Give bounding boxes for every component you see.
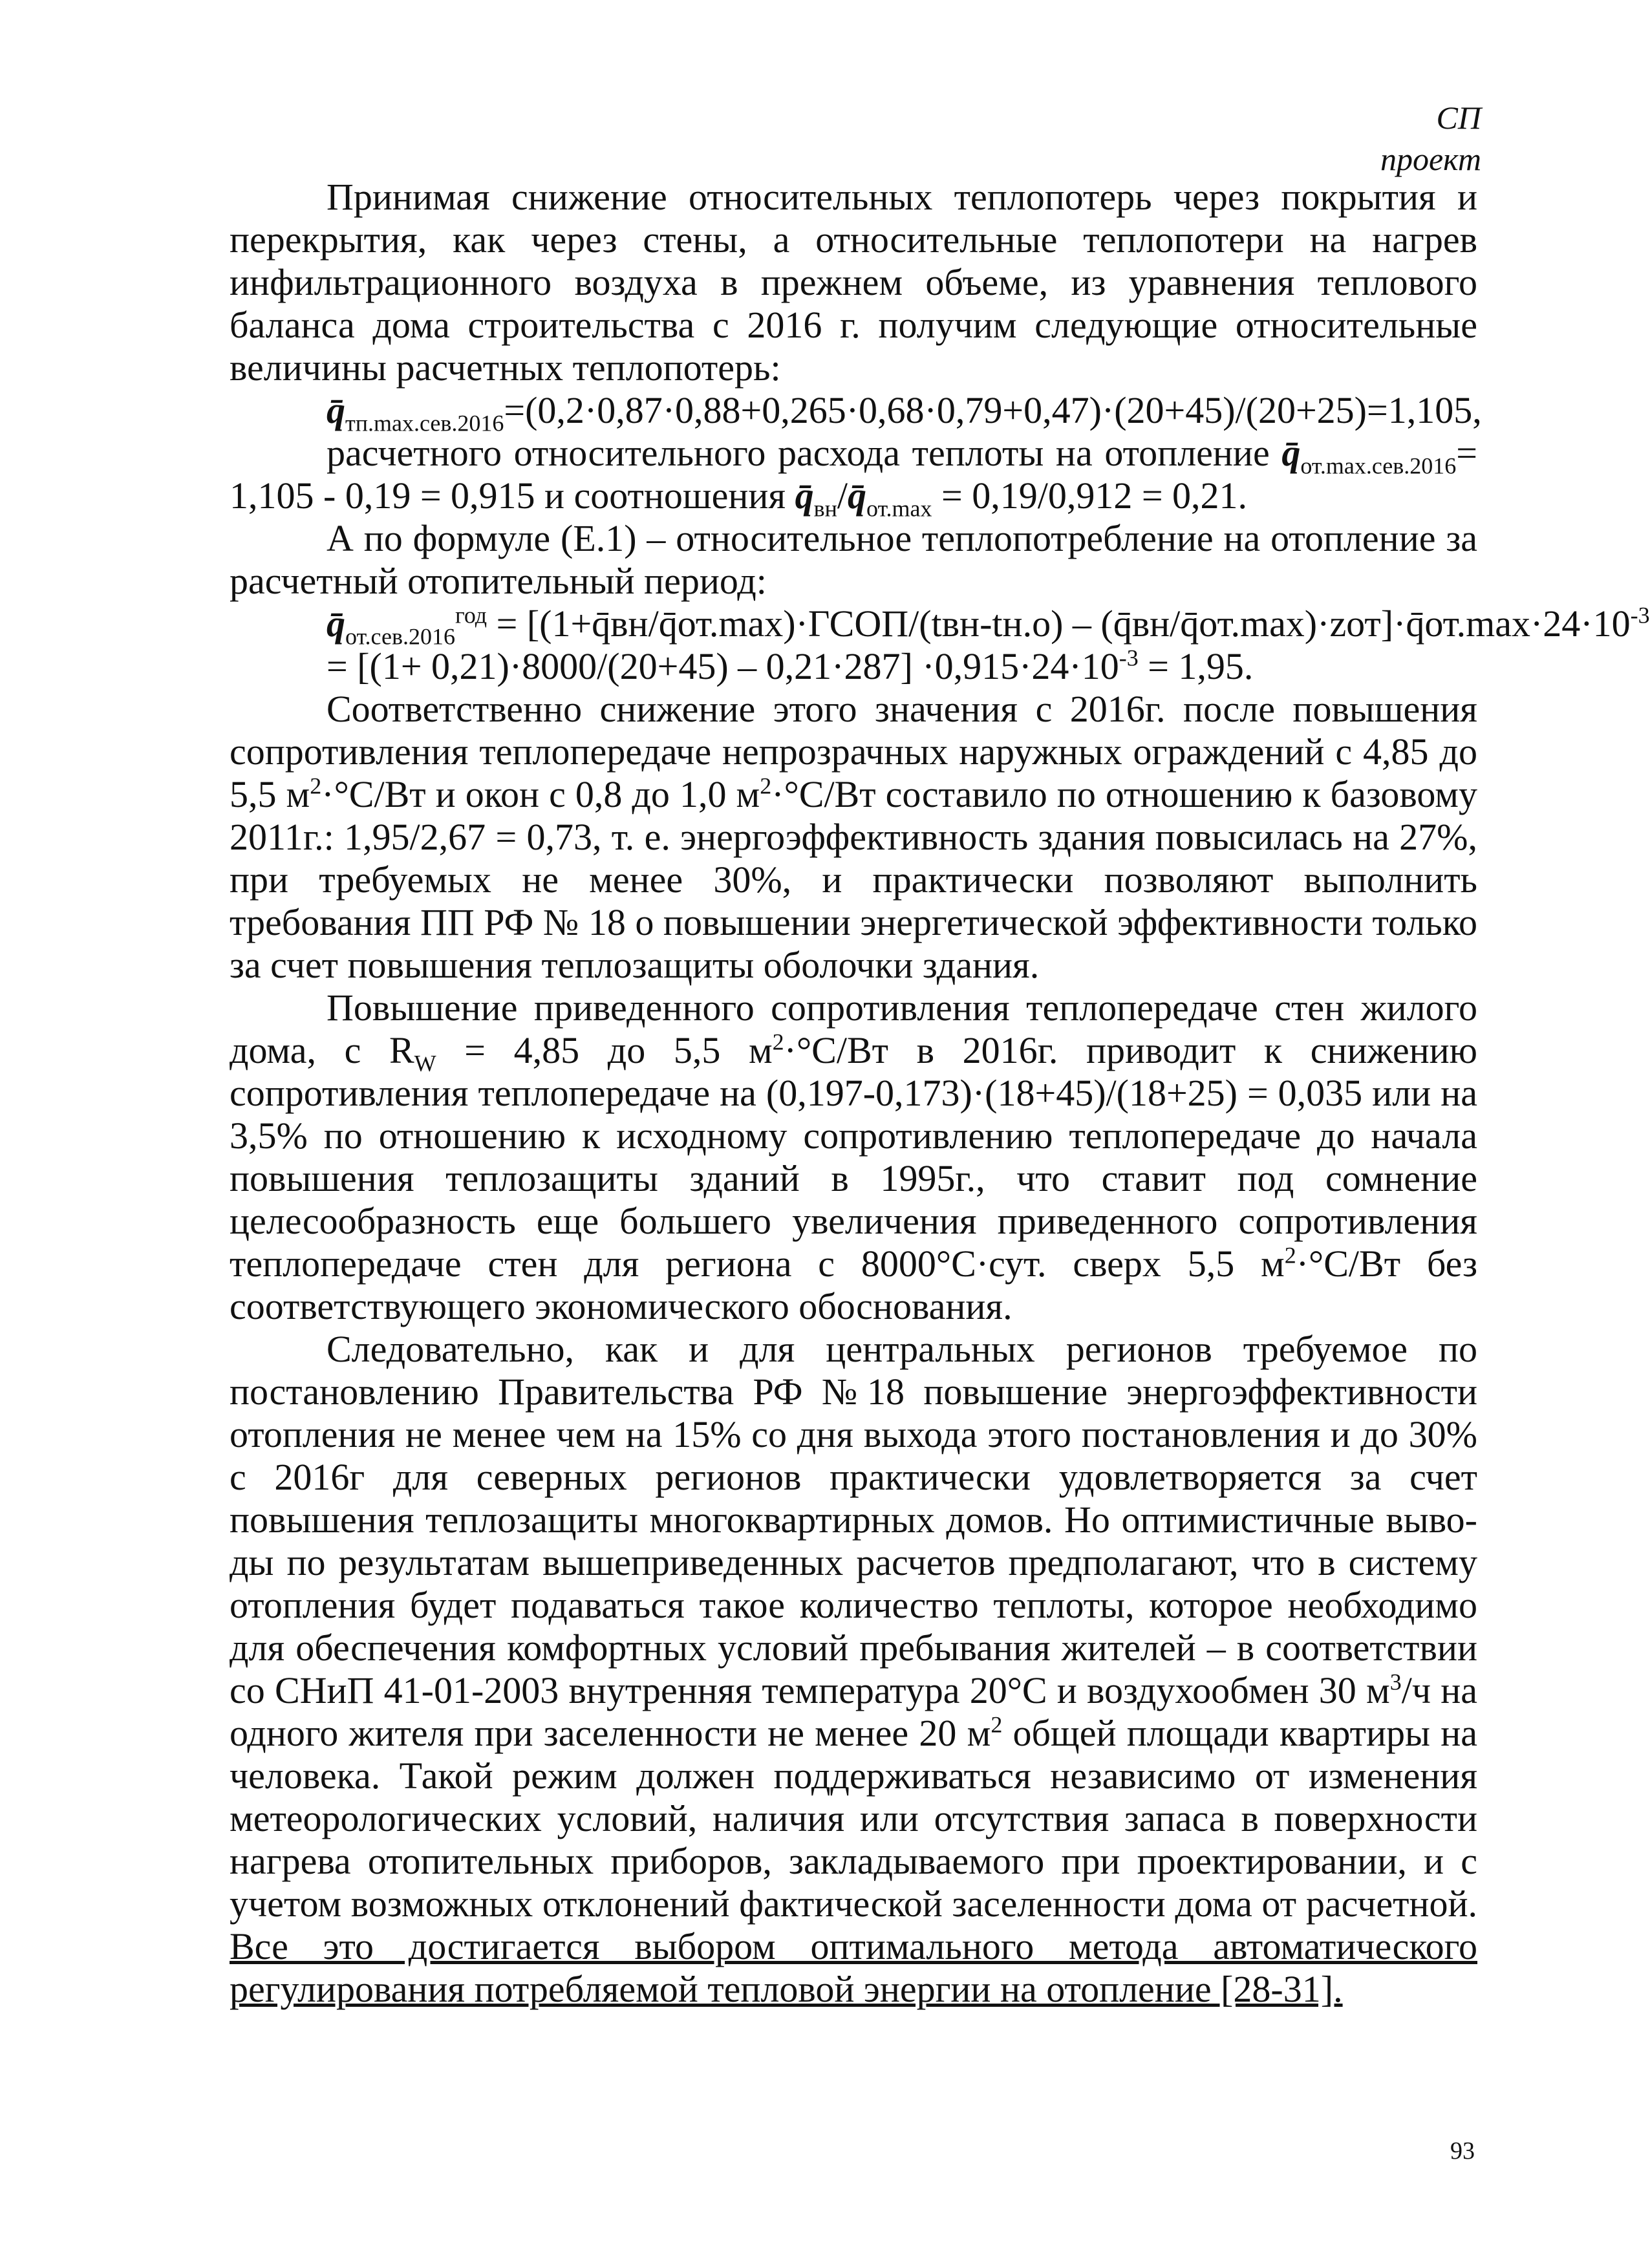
body-text xyxy=(230,176,1650,2011)
paragraph-5-text-b: = 4,85 до 5,5 м xyxy=(436,1029,773,1071)
page-number: 93 xyxy=(1450,2137,1475,2165)
formula-2-expression: = [(1+q̄вн/q̄от.max)·ГСОП/(tвн-tн.о) – (q̄вн/q̄от.max)·zот]·q̄от.max·24·10 xyxy=(487,603,1631,645)
header-line-sp: СП xyxy=(1436,100,1481,136)
paragraph-1: Принимая снижение относительных теплопотерь через покрытия и перекрытия, как через стены, а относительные теплопотери на нагрев инфильтрационного воздуха в прежнем объеме, из уравнения теплового баланса дома строительства с 2016 г. получим следующие относительные величины расчетных теплопотерь: xyxy=(230,176,1477,389)
paragraph-5 xyxy=(230,987,1477,1328)
paragraph-5-text-d: ·°С/Вт без соответствующего экономического обоснования. xyxy=(230,1243,1478,1327)
paragraph-6 xyxy=(230,1328,1477,2011)
paragraph-3: А по формуле (Е.1) – относительное теплопотребление на отопление за расчетный отопительный период: xyxy=(230,517,1477,602)
formula-2-subscript: от.сев.2016 xyxy=(345,623,455,650)
paragraph-2-subscript-3: от.max xyxy=(866,495,932,522)
q-symbol: q̄ xyxy=(795,475,814,517)
paragraph-2-text-b: = 1,105 - 0,19 = 0,915 и соотношения xyxy=(230,432,1477,517)
paragraph-2-subscript: от.max.сев.2016 xyxy=(1300,453,1457,479)
paragraph-4-text-c: ·°С/Вт составило по отношению к базовому 2011г.: 1,95/2,67 = 0,73, т. е. энергоэффективность здания повысилась на 27%, при требуемых не менее 30%, и практически позволяют выполнить требования ПП РФ № 18 о повышении энергетической эффективности только за счет повышения теплозащиты оболочки здания. xyxy=(230,773,1478,986)
formula-1-expression: =(0,2·0,87·0,88+0,265·0,68·0,79+0,47)·(20+45)/(20+25)=1,105, xyxy=(504,389,1482,431)
formula-3-exponent: -3 xyxy=(1119,645,1139,671)
q-symbol: q̄ xyxy=(327,389,345,431)
paragraph-6-text-c: общей площади квартиры на человека. Такой режим должен поддерживаться независимо от изменения метеорологических условий, наличия или отсутствия запаса в поверхности нагрева отопительных приборов, закладываемого при проектировании, и с учетом возможных отклонений фактической заселенности дома от расчетной. xyxy=(230,1712,1477,1925)
paragraph-4-text-a: Соответственно снижение этого значения с 2016г. после повышения сопротивления теплопередаче непрозрачных наружных ограждений с 4,85 до 5,5 м xyxy=(230,688,1477,815)
paragraph-6-text-a: Следовательно, как и для центральных регионов требуемое по постановлению Правительства РФ №18 повышение энергоэффективности отопления не менее чем на 15% со дня выхода этого постановления и до 30% с 2016г для северных регионов практически удовлетворяется за счет повышения теплозащиты многоквартирных домов. Но оптимистичные выво-ды по результатам вышеприведенных расчетов предполагают, что в систему отопления будет подаваться такое количество теплоты, которое необходимо для обеспечения комфортных условий пребывания жителей – в соответствии со СНиП 41-01-2003 внутренняя температура 20°С и воздухообмен 30 м xyxy=(230,1328,1477,1711)
paragraph-4 xyxy=(230,688,1477,987)
square-superscript: 2 xyxy=(991,1711,1003,1738)
q-symbol: q̄ xyxy=(1281,432,1301,474)
square-superscript: 2 xyxy=(772,1029,784,1055)
square-superscript: 2 xyxy=(310,773,322,799)
paragraph-5-text-c: ·°С/Вт в 2016г. приводит к снижению сопротивления теплопередаче на (0,197-0,173)·(18+45)/(18+25) = 0,035 или на 3,5% по отношению к исходному сопротивлению теплопередаче до начала повышения теплозащиты зданий в 1995г., что ставит под сомнение целесообразность еще большего увеличения приведенного сопротивления теплопередаче стен для региона с 8000°С·сут. сверх 5,5 м xyxy=(230,1029,1477,1285)
formula-3-expression: = [(1+ 0,21)·8000/(20+45) – 0,21·287] ·0,915·24·10 xyxy=(327,645,1119,687)
cube-superscript: 3 xyxy=(1389,1669,1402,1695)
paragraph-2-text-a: расчетного относительного расхода теплоты на отопление xyxy=(327,432,1282,474)
paragraph-5-text-a: Повышение приведенного сопротивления теплопередаче стен жилого дома, с R xyxy=(230,987,1477,1071)
formula-1 xyxy=(230,389,1482,436)
paragraph-5-subscript: W xyxy=(414,1050,436,1076)
paragraph-2-text-c: = 0,19/0,912 = 0,21. xyxy=(932,475,1248,517)
q-symbol: q̄ xyxy=(327,603,345,645)
formula-1-subscript: тп.max.сев.2016 xyxy=(345,410,504,436)
q-symbol: q̄ xyxy=(847,475,866,517)
formula-3 xyxy=(230,645,1477,688)
paragraph-2: расчетного относительного расхода теплоты на отопление $q̄_{от.max.сев.2016}= 1,105 - 0,19 = 0,915$ и соотношения $q̄_{вн}/q̄_{от.max} = 0,19/0,912 = 0,21$. xyxy=(230,432,1477,522)
header-line-project: проект xyxy=(1380,141,1481,177)
paragraph-4-text-b: ·°С/Вт и окон с 0,8 до 1,0 м xyxy=(321,773,760,815)
formula-3-result: = 1,95. xyxy=(1138,645,1254,687)
page-header xyxy=(1380,97,1481,180)
square-superscript: 2 xyxy=(760,773,772,799)
paragraph-2-subscript-2: вн xyxy=(813,495,837,522)
formula-2-exponent: -3 xyxy=(1630,602,1650,628)
paragraph-6-underlined-conclusion: Все это достигается выбором оптимального метода автоматического регулирования потребляемой тепловой энергии на отопление [28-31]. xyxy=(230,1925,1477,2010)
formula-2-superscript: год xyxy=(455,602,488,628)
formula-2 xyxy=(230,602,1650,650)
square-superscript: 2 xyxy=(1284,1242,1296,1268)
paragraph-6-text-b: /ч на одного жителя при заселенности не менее 20 м xyxy=(230,1669,1477,1754)
